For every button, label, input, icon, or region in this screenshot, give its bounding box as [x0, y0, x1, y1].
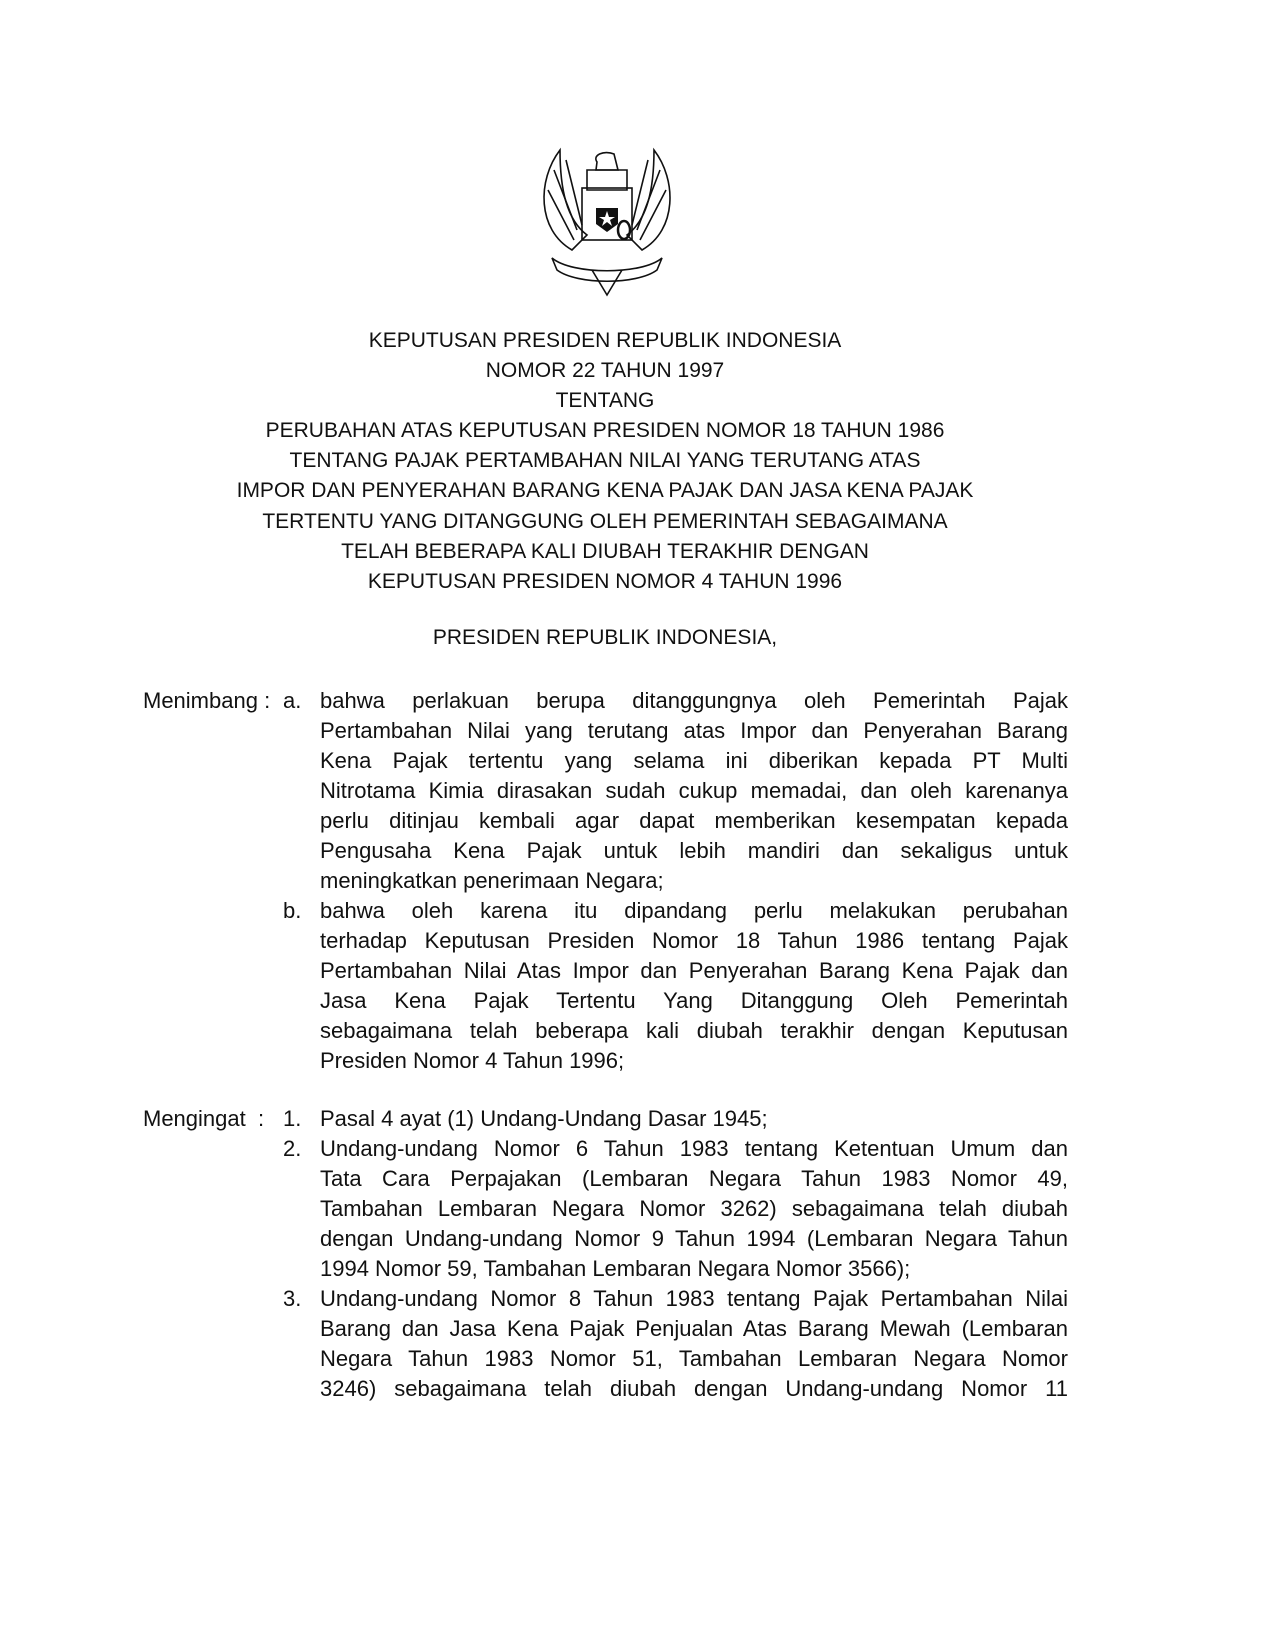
- title-line: NOMOR 22 TAHUN 1997: [485, 359, 725, 383]
- item-text-line: 3246) sebagaimana telah diubah dengan Undang-undang Nomor 11: [320, 1376, 1068, 1401]
- section-label: Menimbang :: [143, 688, 277, 713]
- item-text-line: dengan Undang-undang Nomor 9 Tahun 1994 (Lembaran Negara Tahun: [320, 1226, 1068, 1251]
- item-text-line: Tata Cara Perpajakan (Lembaran Negara Tahun 1983 Nomor 49,: [320, 1166, 1068, 1191]
- item-text-line: bahwa perlakuan berupa ditanggungnya oleh Pemerintah Pajak: [320, 688, 1068, 713]
- item-text-line: terhadap Keputusan Presiden Nomor 18 Tahun 1986 tentang Pajak: [320, 928, 1068, 953]
- item-marker: 3.: [283, 1286, 302, 1311]
- item-text-line: Barang dan Jasa Kena Pajak Penjualan Atas Barang Mewah (Lembaran: [320, 1316, 1068, 1341]
- item-text-line: Undang-undang Nomor 6 Tahun 1983 tentang Ketentuan Umum dan: [320, 1136, 1068, 1161]
- list-item: [143, 686, 1068, 896]
- item-text-line: perlu ditinjau kembali agar dapat memberikan kesempatan kepada: [320, 808, 1068, 833]
- item-text-line: bahwa oleh karena itu dipandang perlu melakukan perubahan: [320, 898, 1068, 923]
- item-marker: b.: [283, 898, 302, 923]
- item-text-line: Pengusaha Kena Pajak untuk lebih mandiri dan sekaligus untuk: [320, 838, 1068, 863]
- garuda-emblem: [532, 140, 682, 300]
- item-text-line: Undang-undang Nomor 8 Tahun 1983 tentang Pajak Pertambahan Nilai: [320, 1286, 1068, 1311]
- title-line: TELAH BEBERAPA KALI DIUBAH TERAKHIR DENGAN: [341, 539, 869, 563]
- title-line: TENTANG PAJAK PERTAMBAHAN NILAI YANG TERUTANG ATAS: [289, 449, 921, 473]
- title-line: TENTANG: [555, 389, 655, 413]
- list-item: [143, 1104, 891, 1134]
- item-text-line: Pertambahan Nilai Atas Impor dan Penyerahan Barang Kena Pajak dan: [320, 958, 1068, 983]
- item-marker: 2.: [283, 1136, 302, 1161]
- item-text-line: sebagaimana telah beberapa kali diubah terakhir dengan Keputusan: [320, 1018, 1068, 1043]
- title-line: KEPUTUSAN PRESIDEN NOMOR 4 TAHUN 1996: [367, 569, 843, 593]
- item-text-line: Kena Pajak tertentu yang selama ini diberikan kepada PT Multi: [320, 748, 1068, 773]
- president-heading: PRESIDEN REPUBLIK INDONESIA,: [432, 626, 778, 649]
- list-item: [143, 896, 1068, 1076]
- title-line: IMPOR DAN PENYERAHAN BARANG KENA PAJAK DAN JASA KENA PAJAK: [236, 479, 974, 503]
- item-text-line: Presiden Nomor 4 Tahun 1996;: [320, 1048, 625, 1073]
- item-text-line: Negara Tahun 1983 Nomor 51, Tambahan Lembaran Negara Nomor: [320, 1346, 1068, 1371]
- item-text-line: Nitrotama Kimia dirasakan sudah cukup memadai, dan oleh karenanya: [320, 778, 1068, 803]
- item-text-line: Jasa Kena Pajak Tertentu Yang Ditanggung Oleh Pemerintah: [320, 988, 1068, 1013]
- item-marker: a.: [283, 688, 302, 713]
- recalling-section: [143, 1104, 1068, 1404]
- item-marker: 1.: [283, 1106, 302, 1131]
- item-text-line: meningkatkan penerimaan Negara;: [320, 868, 664, 893]
- section-label: Mengingat :: [143, 1106, 271, 1131]
- item-text-line: Pasal 4 ayat (1) Undang-Undang Dasar 1945;: [320, 1106, 768, 1131]
- item-text-line: 1994 Nomor 59, Tambahan Lembaran Negara Nomor 3566);: [320, 1256, 911, 1281]
- item-text-line: Tambahan Lembaran Negara Nomor 3262) sebagaimana telah diubah: [320, 1196, 1068, 1221]
- list-item: [143, 1134, 1068, 1284]
- decree-title: [0, 326, 1210, 597]
- title-line: PERUBAHAN ATAS KEPUTUSAN PRESIDEN NOMOR 18 TAHUN 1986: [265, 419, 945, 443]
- item-text-line: Pertambahan Nilai yang terutang atas Impor dan Penyerahan Barang: [320, 718, 1068, 743]
- considering-section: [143, 686, 1068, 1076]
- title-line: KEPUTUSAN PRESIDEN REPUBLIK INDONESIA: [368, 329, 842, 352]
- list-item: [143, 1284, 1068, 1404]
- title-line: TERTENTU YANG DITANGGUNG OLEH PEMERINTAH SEBAGAIMANA: [262, 509, 948, 533]
